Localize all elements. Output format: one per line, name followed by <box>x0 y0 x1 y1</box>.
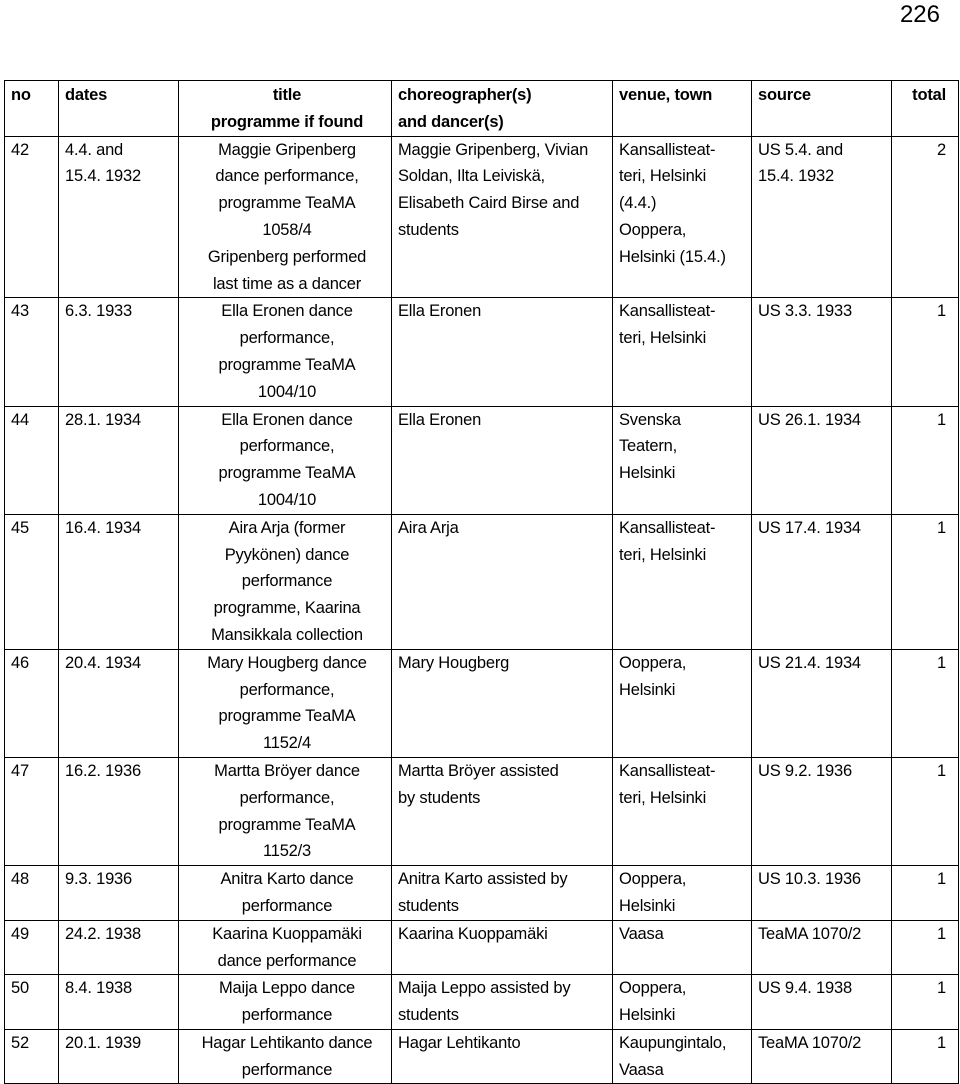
cell-dates <box>59 920 179 975</box>
cell-choreographer <box>392 866 613 921</box>
cell-no-text: 47 <box>11 761 29 780</box>
cell-dates <box>59 866 179 921</box>
table-body <box>5 136 959 1084</box>
cell-no <box>5 866 59 921</box>
cell-dates <box>59 136 179 298</box>
header-choreographer: choreographer(s) and dancer(s) <box>392 81 613 137</box>
cell-venue <box>613 406 752 514</box>
header-no: no <box>5 81 59 137</box>
cell-dates-text: 20.4. 1934 <box>65 653 141 672</box>
cell-total <box>892 136 959 298</box>
cell-source-text: US 9.2. 1936 <box>758 761 852 780</box>
header-venue: venue, town <box>613 81 752 137</box>
cell-choreographer <box>392 1029 613 1084</box>
cell-venue <box>613 514 752 649</box>
cell-total-text: 1 <box>937 410 946 429</box>
cell-title-text: Martta Bröyer dance performance, programme TeaMA 1152/3 <box>214 761 360 861</box>
cell-no <box>5 406 59 514</box>
header-title: title programme if found <box>179 81 392 137</box>
cell-dates-text: 6.3. 1933 <box>65 302 133 321</box>
cell-no-text: 45 <box>11 518 29 537</box>
cell-title <box>179 1029 392 1084</box>
cell-venue <box>613 757 752 865</box>
cell-no-text: 44 <box>11 410 29 429</box>
cell-venue <box>613 649 752 757</box>
cell-choreographer <box>392 649 613 757</box>
cell-no-text: 49 <box>11 924 29 943</box>
cell-choreographer-text: Maggie Gripenberg, Vivian Soldan, Ilta Leiviskä, Elisabeth Caird Birse and students <box>398 140 589 239</box>
table-row <box>5 920 959 975</box>
cell-source <box>752 757 892 865</box>
cell-source-text: TeaMA 1070/2 <box>758 924 862 943</box>
table-row <box>5 757 959 865</box>
cell-source <box>752 406 892 514</box>
cell-dates <box>59 514 179 649</box>
cell-total <box>892 975 959 1030</box>
cell-dates-text: 9.3. 1936 <box>65 870 133 889</box>
cell-total-text: 1 <box>937 761 946 780</box>
cell-dates <box>59 757 179 865</box>
table-row <box>5 514 959 649</box>
cell-total-text: 1 <box>937 1033 946 1052</box>
table-header <box>5 81 959 137</box>
cell-venue-text: Svenska Teatern, Helsinki <box>619 410 681 483</box>
cell-title <box>179 298 392 406</box>
table-row <box>5 298 959 406</box>
cell-source <box>752 649 892 757</box>
cell-title <box>179 866 392 921</box>
header-total: total <box>892 81 959 137</box>
cell-dates-text: 8.4. 1938 <box>65 979 133 998</box>
cell-venue-text: Kansallisteat- teri, Helsinki <box>619 761 716 807</box>
cell-source-text: US 5.4. and 15.4. 1932 <box>758 140 843 186</box>
cell-dates-text: 20.1. 1939 <box>65 1033 141 1052</box>
cell-dates-text: 24.2. 1938 <box>65 924 141 943</box>
cell-venue-text: Vaasa <box>619 924 664 943</box>
cell-total-text: 1 <box>937 870 946 889</box>
cell-total-text: 1 <box>937 979 946 998</box>
table-row <box>5 975 959 1030</box>
cell-source <box>752 136 892 298</box>
cell-venue-text: Kansallisteat- teri, Helsinki <box>619 518 716 564</box>
cell-title-text: Maija Leppo dance performance <box>218 979 356 1025</box>
cell-no <box>5 1029 59 1084</box>
cell-title <box>179 649 392 757</box>
cell-choreographer <box>392 136 613 298</box>
cell-source-text: US 9.4. 1938 <box>758 979 852 998</box>
cell-dates-text: 28.1. 1934 <box>65 410 141 429</box>
cell-choreographer-text: Anitra Karto assisted by students <box>398 870 568 915</box>
cell-choreographer-text: Mary Hougberg <box>398 653 510 672</box>
cell-dates-text: 16.4. 1934 <box>65 518 141 537</box>
cell-no <box>5 298 59 406</box>
cell-total-text: 1 <box>937 924 946 943</box>
cell-title-text: Ella Eronen dance performance, programme TeaMA 1004/10 <box>218 302 356 401</box>
cell-venue <box>613 866 752 921</box>
cell-no-text: 50 <box>11 979 29 998</box>
cell-dates <box>59 649 179 757</box>
cell-no <box>5 514 59 649</box>
cell-source-text: US 26.1. 1934 <box>758 410 861 429</box>
cell-dates-text: 16.2. 1936 <box>65 761 141 780</box>
cell-source-text: US 10.3. 1936 <box>758 870 861 889</box>
cell-choreographer <box>392 514 613 649</box>
cell-total-text: 1 <box>937 302 946 321</box>
cell-title <box>179 406 392 514</box>
cell-no <box>5 920 59 975</box>
cell-choreographer-text: Ella Eronen <box>398 410 482 429</box>
cell-source <box>752 975 892 1030</box>
cell-total <box>892 298 959 406</box>
cell-dates <box>59 406 179 514</box>
cell-choreographer <box>392 757 613 865</box>
cell-venue <box>613 920 752 975</box>
cell-source-text: US 21.4. 1934 <box>758 653 861 672</box>
cell-no <box>5 649 59 757</box>
cell-total <box>892 1029 959 1084</box>
cell-no-text: 52 <box>11 1033 29 1052</box>
cell-no-text: 48 <box>11 870 29 889</box>
cell-no <box>5 136 59 298</box>
header-row <box>5 81 959 137</box>
header-dates: dates <box>59 81 179 137</box>
cell-dates-text: 4.4. and 15.4. 1932 <box>65 140 141 186</box>
cell-source <box>752 514 892 649</box>
cell-venue <box>613 298 752 406</box>
cell-title <box>179 514 392 649</box>
page-number: 226 <box>899 1 940 28</box>
cell-source-text: US 3.3. 1933 <box>758 302 852 321</box>
cell-source <box>752 298 892 406</box>
cell-choreographer <box>392 298 613 406</box>
table-row <box>5 406 959 514</box>
cell-title <box>179 975 392 1030</box>
cell-title-text: Aira Arja (former Pyykönen) dance performance programme, Kaarina Mansikkala collection <box>211 518 363 644</box>
cell-total <box>892 866 959 921</box>
cell-total <box>892 514 959 649</box>
cell-choreographer-text: Martta Bröyer assisted by students <box>398 761 559 807</box>
cell-title <box>179 757 392 865</box>
cell-venue-text: Kansallisteat- teri, Helsinki (4.4.) Ooppera, Helsinki (15.4.) <box>619 140 726 266</box>
cell-no <box>5 975 59 1030</box>
cell-no <box>5 757 59 865</box>
table-row <box>5 136 959 298</box>
cell-choreographer-text: Kaarina Kuoppamäki <box>398 924 548 943</box>
cell-title-text: Hagar Lehtikanto dance performance <box>201 1033 373 1079</box>
cell-choreographer-text: Ella Eronen <box>398 302 482 321</box>
header-source: source <box>752 81 892 137</box>
cell-venue-text: Kansallisteat- teri, Helsinki <box>619 302 716 348</box>
cell-total <box>892 406 959 514</box>
cell-venue-text: Ooppera, Helsinki <box>619 870 687 915</box>
cell-dates <box>59 298 179 406</box>
cell-venue-text: Ooppera, Helsinki <box>619 979 687 1025</box>
cell-total <box>892 920 959 975</box>
cell-title <box>179 136 392 298</box>
cell-no-text: 43 <box>11 302 29 321</box>
cell-choreographer <box>392 975 613 1030</box>
cell-no-text: 46 <box>11 653 29 672</box>
cell-title-text: Anitra Karto dance performance <box>220 870 354 915</box>
table-row <box>5 649 959 757</box>
cell-title <box>179 920 392 975</box>
cell-venue <box>613 136 752 298</box>
cell-no-text: 42 <box>11 140 29 159</box>
cell-source-text: TeaMA 1070/2 <box>758 1033 862 1052</box>
cell-choreographer <box>392 920 613 975</box>
cell-title-text: Mary Hougberg dance performance, programme TeaMA 1152/4 <box>207 653 367 753</box>
cell-total <box>892 757 959 865</box>
cell-venue-text: Ooppera, Helsinki <box>619 653 687 699</box>
cell-choreographer <box>392 406 613 514</box>
table-row <box>5 1029 959 1084</box>
cell-title-text: Maggie Gripenberg dance performance, programme TeaMA 1058/4 Gripenberg performed last time as a dancer <box>207 140 367 293</box>
cell-title-text: Ella Eronen dance performance, programme TeaMA 1004/10 <box>218 410 356 509</box>
performances-table <box>4 80 959 1084</box>
cell-venue <box>613 1029 752 1084</box>
cell-dates <box>59 1029 179 1084</box>
cell-dates <box>59 975 179 1030</box>
cell-title-text: Kaarina Kuoppamäki dance performance <box>212 924 362 970</box>
cell-source <box>752 866 892 921</box>
cell-venue <box>613 975 752 1030</box>
cell-choreographer-text: Hagar Lehtikanto <box>398 1033 521 1052</box>
cell-total <box>892 649 959 757</box>
cell-total-text: 1 <box>937 518 946 537</box>
cell-source <box>752 1029 892 1084</box>
cell-venue-text: Kaupungintalo, Vaasa <box>619 1033 727 1079</box>
cell-choreographer-text: Aira Arja <box>398 518 459 537</box>
table-row <box>5 866 959 921</box>
cell-choreographer-text: Maija Leppo assisted by students <box>398 979 571 1025</box>
cell-total-text: 1 <box>937 653 946 672</box>
cell-total-text: 2 <box>937 140 946 159</box>
cell-source-text: US 17.4. 1934 <box>758 518 861 537</box>
cell-source <box>752 920 892 975</box>
